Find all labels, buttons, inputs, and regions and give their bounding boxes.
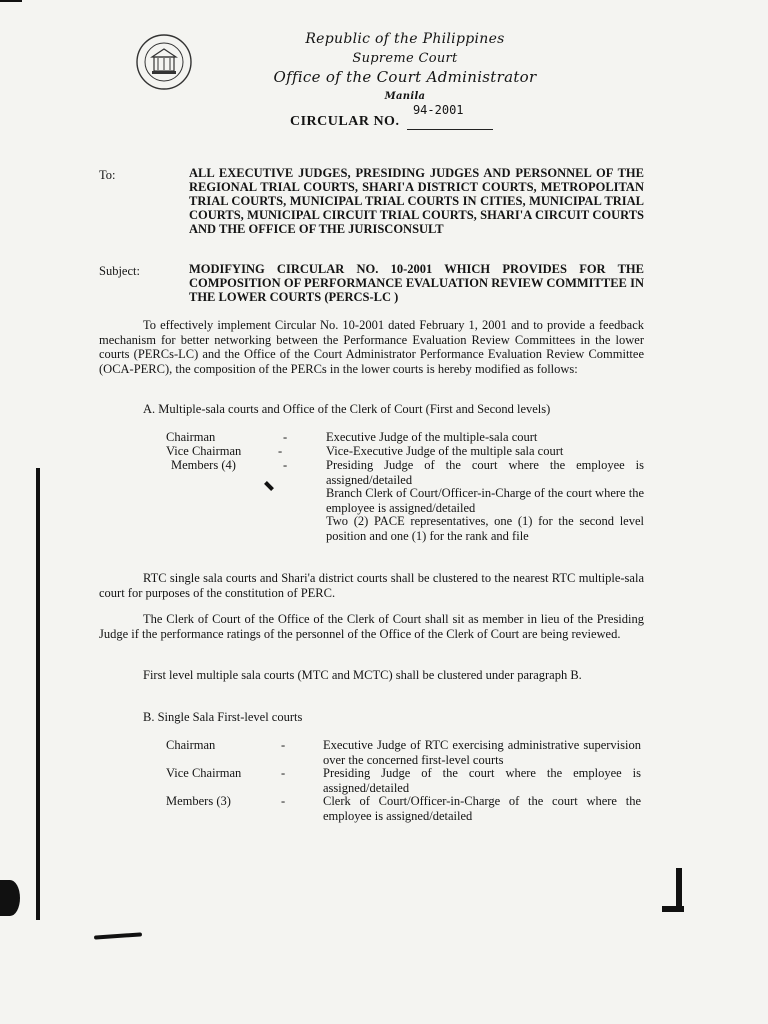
intro-paragraph: To effectively implement Circular No. 10-2001 dated February 1, 2001 and to provide a feedback mechanism for better networking between the Performance Evaluation Review Committees in the lower courts (PERCs-LC) and the Office of the Court Administrator Performance Evaluation Review Committee (OCA-PERC), the composition of the PERCs in the lower courts is hereby modified as follows:: [99, 318, 644, 376]
role-label: Members (4): [171, 458, 236, 472]
role-description: Presiding Judge of the court where the employee is assigned/detailed: [326, 458, 644, 487]
circular-label: CIRCULAR NO.: [290, 114, 400, 129]
section-b-heading: B. Single Sala First-level courts: [143, 710, 303, 724]
role-description: Clerk of Court/Officer-in-Charge of the court where the employee is assigned/detailed: [323, 794, 641, 823]
to-recipients: ALL EXECUTIVE JUDGES, PRESIDING JUDGES AND PERSONNEL OF THE REGIONAL TRIAL COURTS, SHARI'A DISTRICT COURTS, METROPOLITAN TRIAL COURTS, MUNICIPAL TRIAL COURTS IN CITIES, MUNICIPAL TRIAL COURTS, MUNICIPAL CIRCUIT TRIAL COURTS, SHARI'A CIRCUIT COURTS AND THE OFFICE OF THE JURISCONSULT: [189, 166, 644, 236]
role-dash: -: [283, 430, 288, 444]
to-label: To:: [99, 168, 116, 182]
role-label: Vice Chairman: [166, 766, 242, 780]
section-a-heading: A. Multiple-sala courts and Office of the Clerk of Court (First and Second levels): [143, 402, 551, 416]
role-label: Vice Chairman: [166, 444, 242, 458]
rtc-clustering-paragraph: RTC single sala courts and Shari'a district courts shall be clustered to the nearest RTC multiple-sala court for purposes of the constitution of PERC.: [99, 571, 644, 600]
letterhead-office: Office of the Court Administrator: [273, 68, 537, 86]
role-dash: -: [281, 794, 286, 808]
role-dash: -: [281, 738, 286, 752]
scan-left-bar: [36, 468, 40, 920]
first-level-paragraph: First level multiple sala courts (MTC and MCTC) shall be clustered under paragraph B.: [143, 668, 582, 682]
letterhead: [220, 30, 590, 106]
role-description: Presiding Judge of the court where the employee is assigned/detailed: [323, 766, 641, 795]
role-description: Executive Judge of the multiple-sala court: [326, 430, 538, 444]
role-label: Chairman: [166, 430, 216, 444]
pen-mark: [264, 481, 274, 491]
role-description: Executive Judge of RTC exercising administrative supervision over the concerned first-level courts: [323, 738, 641, 767]
role-label: Chairman: [166, 738, 216, 752]
scan-right-base: [662, 906, 684, 912]
role-label: Members (3): [166, 794, 231, 808]
role-dash: -: [283, 458, 288, 472]
role-description: Two (2) PACE representatives, one (1) for the second level position and one (1) for the rank and file: [326, 514, 644, 543]
role-dash: -: [278, 444, 283, 458]
scan-bottom-mark: [94, 932, 142, 939]
role-dash: -: [281, 766, 286, 780]
letterhead-republic: Republic of the Philippines: [305, 31, 505, 47]
role-description: Branch Clerk of Court/Officer-in-Charge of the court where the employee is assigned/detailed: [326, 486, 644, 515]
court-seal-icon: [135, 33, 193, 91]
clerk-of-court-paragraph: The Clerk of Court of the Office of the Clerk of Court shall sit as member in lieu of the Presiding Judge if the performance ratings of the personnel of the Office of the Clerk of Court are being reviewed.: [99, 612, 644, 641]
scan-left-blob: [0, 880, 20, 916]
letterhead-court: Supreme Court: [352, 51, 458, 66]
circular-number-value: 94-2001: [412, 103, 464, 117]
role-description: Vice-Executive Judge of the multiple sala court: [326, 444, 564, 458]
subject-label: Subject:: [99, 264, 140, 278]
subject-text: MODIFYING CIRCULAR NO. 10-2001 WHICH PROVIDES FOR THE COMPOSITION OF PERFORMANCE EVALUATION REVIEW COMMITTEE IN THE LOWER COURTS (PERCS-LC ): [189, 262, 644, 304]
letterhead-city: Manila: [384, 91, 426, 102]
scan-top-border: [0, 0, 22, 2]
circular-number: [290, 103, 493, 130]
circular-number-field: [407, 103, 493, 130]
